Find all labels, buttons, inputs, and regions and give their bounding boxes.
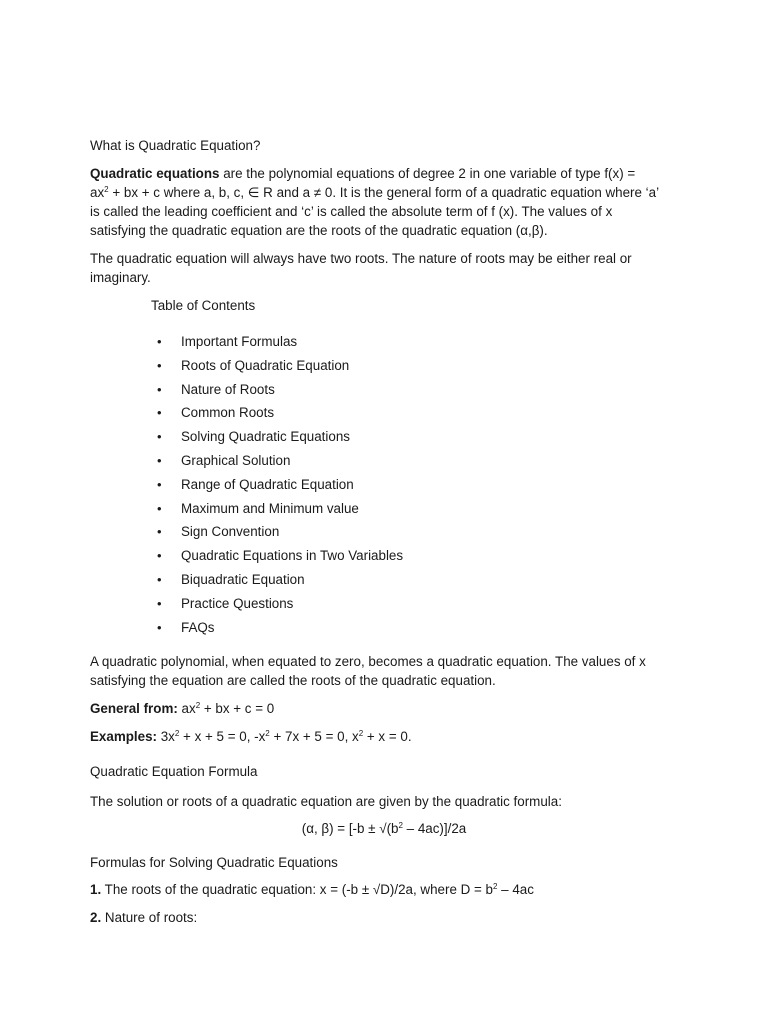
bullet-icon: •: [157, 619, 162, 635]
toc-item-label: Solving Quadratic Equations: [181, 429, 350, 445]
intro-paragraph: Quadratic equations are the polynomial equations of degree 2 in one variable of type f(x) = $ax^2$ + bx + c where a, b, c, ∈ R and a ≠ 0. It is the general form of a quadratic equation where ‘a’ is called the leading coefficient and ‘c’ is called the absolute term of f (x). The values of x satisfying the quadratic equation are the roots of the quadratic equation (α,β).: [90, 166, 660, 238]
bullet-icon: •: [157, 524, 162, 540]
bullet-icon: •: [157, 405, 162, 421]
toc-item-label: Maximum and Minimum value: [181, 500, 359, 516]
bullet-icon: •: [157, 548, 162, 564]
general-form: General from: $ax^2$ + bx + c = 0: [90, 701, 275, 716]
toc-item[interactable]: [0, 451, 768, 475]
bullet-icon: •: [157, 429, 162, 445]
toc-item-label: Common Roots: [181, 405, 275, 421]
toc-item[interactable]: [0, 356, 768, 380]
formula-heading: Quadratic Equation Formula: [90, 764, 258, 779]
toc-item[interactable]: [0, 403, 768, 427]
formula-item-1: 1. The roots of the quadratic equation: x = (-b ± √D)/2a, where $D = b^2 - 4ac$: [90, 882, 534, 897]
toc-item[interactable]: [0, 522, 768, 546]
roots-paragraph: The quadratic equation will always have two roots. The nature of roots may be either real or imaginary.: [90, 251, 632, 285]
toc-item[interactable]: [0, 499, 768, 523]
polynomial-paragraph: A quadratic polynomial, when equated to zero, becomes a quadratic equation. The values of x satisfying the equation are called the roots of the quadratic equation.: [90, 654, 646, 688]
bullet-icon: •: [157, 500, 162, 516]
toc-item[interactable]: [0, 594, 768, 618]
formula-intro: The solution or roots of a quadratic equation are given by the quadratic formula:: [90, 794, 562, 809]
toc-item-label: Nature of Roots: [181, 381, 275, 397]
bullet-icon: •: [157, 452, 162, 468]
toc-item[interactable]: [0, 380, 768, 404]
toc-title: Table of Contents: [151, 298, 256, 313]
quadratic-formula: (α, $\beta) = [-b \pm √(b^2 - 4ac)]/2a$: [301, 821, 467, 836]
toc-item[interactable]: [0, 332, 768, 356]
toc-item-label: Biquadratic Equation: [181, 571, 305, 587]
section-heading: What is Quadratic Equation?: [90, 138, 261, 153]
toc-item-label: Range of Quadratic Equation: [181, 476, 354, 492]
toc-list: [0, 332, 768, 641]
formula-item-2: 2. Nature of roots:: [90, 910, 198, 925]
examples: Examples: $3x^2 + x + 5 = 0$, $-x^2 + 7x + 5 = 0$, $x^2 + x = 0$.: [90, 729, 412, 744]
bullet-icon: •: [157, 571, 162, 587]
solving-heading: Formulas for Solving Quadratic Equations: [90, 855, 338, 870]
toc-item-label: FAQs: [181, 619, 215, 635]
bullet-icon: •: [157, 334, 162, 349]
bullet-icon: •: [157, 381, 162, 397]
bold-term: Quadratic equations: [90, 166, 220, 181]
bullet-icon: •: [157, 476, 162, 492]
toc-item-label: Sign Convention: [181, 524, 280, 540]
toc-item[interactable]: [0, 427, 768, 451]
toc-item-label: Graphical Solution: [181, 452, 291, 468]
bullet-icon: •: [157, 595, 162, 611]
toc-item-label: Important Formulas: [181, 334, 298, 349]
toc-item[interactable]: [0, 618, 768, 642]
toc-item-label: Roots of Quadratic Equation: [181, 357, 350, 373]
toc-item[interactable]: [0, 570, 768, 594]
toc-item[interactable]: [0, 546, 768, 570]
toc-item-label: Practice Questions: [181, 595, 294, 611]
toc-item-label: Quadratic Equations in Two Variables: [181, 548, 404, 564]
toc-item[interactable]: [0, 475, 768, 499]
bullet-icon: •: [157, 357, 162, 373]
